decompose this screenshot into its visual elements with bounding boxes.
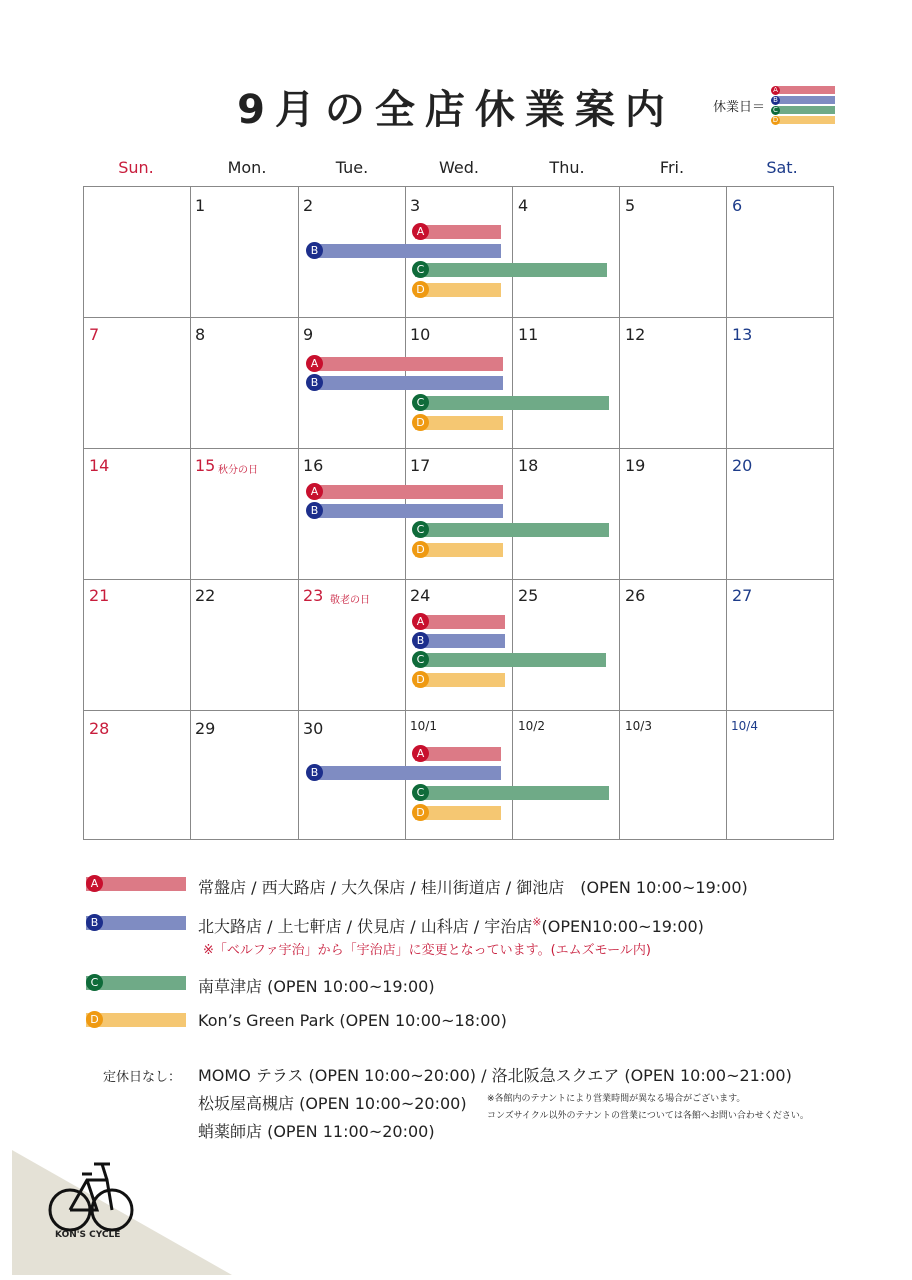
weekday-thu: Thu.	[549, 158, 585, 177]
store-a-marker: A	[412, 613, 429, 630]
date-cell: 10/3	[625, 719, 652, 733]
legend-dot-c: C	[86, 974, 103, 991]
store-b-marker: B	[306, 242, 323, 259]
date-cell: 10	[410, 325, 431, 344]
date-cell: 14	[89, 456, 110, 475]
date-cell: 5	[625, 196, 636, 215]
store-c-marker: C	[412, 784, 429, 801]
store-a-marker: A	[412, 223, 429, 240]
date-cell: 30	[303, 719, 324, 738]
legend-stores-d: Kon’s Green Park (OPEN 10:00~18:00)	[198, 1011, 507, 1030]
store-a-marker: A	[412, 745, 429, 762]
closure-bar-c	[415, 263, 607, 277]
weekday-fri: Fri.	[659, 158, 685, 177]
mini-bar-c	[775, 106, 835, 114]
no-holiday-line-2: 松坂屋高槻店 (OPEN 10:00~20:00)	[198, 1094, 467, 1113]
date-cell: 20	[732, 456, 753, 475]
closure-bar-c	[415, 523, 609, 537]
no-holiday-line-1: MOMO テラス (OPEN 10:00~20:00) / 洛北阪急スクエア (OPEN 10:00~21:00)	[198, 1066, 792, 1085]
date-cell: 7	[89, 325, 100, 344]
date-cell: 9	[303, 325, 314, 344]
no-holiday-label: 定休日なし：	[103, 1070, 182, 1085]
date-cell: 25	[518, 586, 539, 605]
grid-line	[512, 186, 513, 840]
weekday-sun: Sun.	[118, 158, 154, 177]
legend-dot-a: A	[86, 875, 103, 892]
store-a-marker: A	[306, 355, 323, 372]
brand-corner	[12, 1150, 232, 1275]
mini-dot-c: C	[771, 106, 780, 115]
corner-triangle	[12, 1150, 232, 1275]
closure-bar-c	[415, 396, 609, 410]
closure-bar-a	[310, 357, 503, 371]
closure-bar-c	[415, 653, 606, 667]
holiday-label: 敬老の日	[330, 595, 370, 606]
date-cell: 10/1	[410, 719, 437, 733]
grid-line	[83, 317, 834, 318]
mini-dot-d: D	[772, 116, 779, 124]
brand-logo-text: KON'S CYCLE	[55, 1230, 121, 1240]
mini-bar-a	[775, 86, 835, 94]
date-cell: 27	[732, 586, 753, 605]
grid-line	[619, 186, 620, 840]
legend-stores-b	[198, 914, 704, 937]
uji-rename-note: ※「ベルファ宇治」から「宇治店」に変更となっています。(エムズモール内)	[203, 943, 651, 958]
closure-bar-b	[310, 376, 503, 390]
date-cell: 4	[518, 196, 529, 215]
store-b-marker: B	[306, 374, 323, 391]
grid-line	[726, 186, 727, 840]
store-c-marker: C	[412, 651, 429, 668]
mini-legend	[713, 88, 838, 133]
weekday-tue: Tue.	[335, 158, 369, 177]
closure-bar-c	[415, 786, 609, 800]
closure-bar-b	[310, 766, 501, 780]
legend-stores-b-names: 北大路店 / 上七軒店 / 伏見店 / 山科店 / 宇治店	[198, 917, 533, 936]
date-cell: 19	[625, 456, 646, 475]
date-cell: 15	[195, 456, 216, 475]
date-cell: 18	[518, 456, 539, 475]
date-cell: 28	[89, 719, 110, 738]
closure-bar-a	[310, 485, 503, 499]
store-d-marker: D	[412, 414, 429, 431]
date-cell: 10/4	[731, 719, 758, 733]
grid-line	[190, 186, 191, 840]
date-cell: 23	[303, 586, 324, 605]
date-cell: 17	[410, 456, 431, 475]
store-b-marker: B	[412, 632, 429, 649]
tenant-note-2: コンズサイクル以外のテナントの営業については各館へお問い合わせください。	[487, 1111, 809, 1121]
date-cell: 2	[303, 196, 314, 215]
store-c-marker: C	[412, 261, 429, 278]
date-cell: 3	[410, 196, 421, 215]
holiday-label: 秋分の日	[218, 465, 258, 476]
store-d-marker: D	[412, 281, 429, 298]
legend-dot-d: D	[86, 1011, 103, 1028]
date-cell: 12	[625, 325, 646, 344]
grid-line	[83, 579, 834, 580]
mini-dot-a: A	[771, 86, 780, 95]
date-cell: 11	[518, 325, 539, 344]
mini-dot-b: B	[771, 96, 780, 105]
closure-bar-b	[310, 244, 501, 258]
legend-stores-a: 常盤店 / 西大路店 / 大久保店 / 桂川街道店 / 御池店 (OPEN 10:00~19:00)	[198, 878, 748, 897]
closure-bar-b	[310, 504, 503, 518]
store-a-marker: A	[306, 483, 323, 500]
date-cell: 6	[732, 196, 743, 215]
date-cell: 24	[410, 586, 431, 605]
legend-stores-c: 南草津店 (OPEN 10:00~19:00)	[198, 977, 435, 996]
store-c-marker: C	[412, 394, 429, 411]
date-cell: 8	[195, 325, 206, 344]
page-title: 9月の全店休業案内	[237, 87, 675, 133]
mini-bar-b	[775, 96, 835, 104]
date-cell: 22	[195, 586, 216, 605]
weekday-wed: Wed.	[439, 158, 479, 177]
mini-legend-label: 休業日＝	[713, 100, 766, 115]
weekday-sat: Sat.	[766, 158, 798, 177]
date-cell: 10/2	[518, 719, 545, 733]
tenant-note-1: ※各館内のテナントにより営業時間が異なる場合がございます。	[487, 1094, 746, 1104]
weekday-mon: Mon.	[227, 158, 267, 177]
legend-stores-b-hours: (OPEN10:00~19:00)	[541, 917, 704, 936]
date-cell: 29	[195, 719, 216, 738]
store-d-marker: D	[412, 541, 429, 558]
no-holiday-line-3: 蛸薬師店 (OPEN 11:00~20:00)	[198, 1122, 435, 1141]
date-cell: 26	[625, 586, 646, 605]
store-d-marker: D	[412, 671, 429, 688]
date-cell: 16	[303, 456, 324, 475]
date-cell: 1	[195, 196, 206, 215]
store-d-marker: D	[412, 804, 429, 821]
store-b-marker: B	[306, 502, 323, 519]
date-cell: 21	[89, 586, 110, 605]
legend-note-mark: ※	[532, 915, 542, 929]
store-c-marker: C	[412, 521, 429, 538]
legend-dot-b: B	[86, 914, 103, 931]
grid-line	[298, 186, 299, 840]
store-b-marker: B	[306, 764, 323, 781]
grid-line	[83, 710, 834, 711]
date-cell: 13	[732, 325, 753, 344]
grid-line	[83, 448, 834, 449]
mini-bar-d	[775, 116, 835, 124]
